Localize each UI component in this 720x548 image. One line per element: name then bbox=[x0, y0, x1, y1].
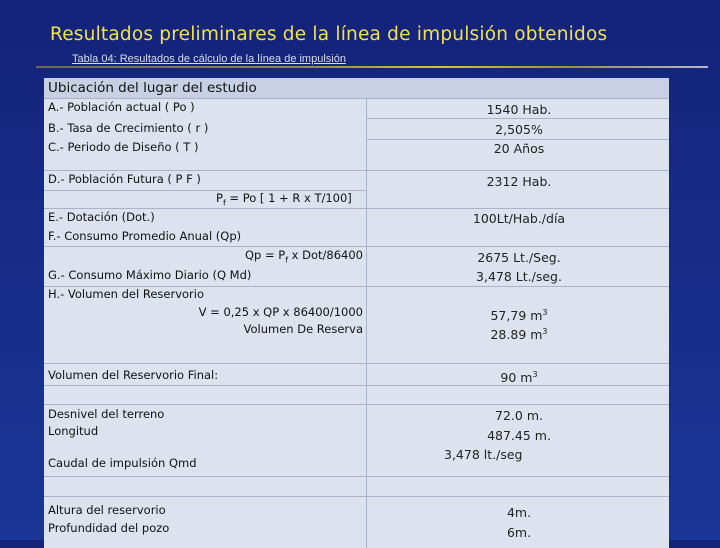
row-divider bbox=[44, 476, 669, 477]
value-profundidad-pozo: 6m. bbox=[506, 525, 532, 540]
value-tasa-crecimiento: 2,505% bbox=[495, 122, 543, 137]
label-volumen-reservorio: H.- Volumen del Reservorio bbox=[48, 287, 204, 301]
row-divider bbox=[44, 363, 669, 364]
label-poblacion-futura: D.- Población Futura ( P F ) bbox=[48, 172, 201, 186]
row-divider bbox=[44, 496, 669, 497]
label-consumo-promedio: F.- Consumo Promedio Anual (Qp) bbox=[48, 229, 242, 243]
value-consumo-maximo: 3,478 Lt./seg. bbox=[476, 269, 562, 284]
value-volumen-final: 90 $m^3$ bbox=[500, 370, 538, 386]
label-periodo-diseno: C.- Periodo de Diseño ( T ) bbox=[48, 140, 199, 154]
value-periodo-diseno: 20 Años bbox=[493, 141, 545, 156]
value-poblacion-futura: 2312 Hab. bbox=[486, 174, 552, 189]
table-header-text: Ubicación del lugar del estudio bbox=[48, 80, 257, 96]
value-longitud: 487.45 m. bbox=[487, 428, 551, 443]
value-dotacion: 100Lt/Hab./día bbox=[472, 211, 566, 226]
caption-underline bbox=[36, 66, 708, 68]
value-poblacion-actual: 1540 Hab. bbox=[486, 102, 552, 117]
label-profundidad-pozo: Profundidad del pozo bbox=[48, 521, 170, 535]
row-divider bbox=[44, 208, 669, 209]
label-tasa-crecimiento: B.- Tasa de Crecimiento ( r ) bbox=[48, 121, 209, 135]
label-consumo-maximo: G.- Consumo Máximo Diario (Q Md) bbox=[48, 268, 252, 282]
label-volumen-final: Volumen del Reservorio Final: bbox=[48, 368, 219, 382]
value-volumen-reserva: 28.89 $m^3$ bbox=[490, 327, 548, 343]
formula-pf: $P_f = Po$ [ 1 + R x T/100] bbox=[216, 191, 352, 208]
row-divider bbox=[366, 139, 669, 140]
row-divider bbox=[44, 246, 669, 247]
row-divider bbox=[44, 170, 669, 171]
value-consumo-promedio: 2675 Lt./Seg. bbox=[477, 250, 561, 265]
label-caudal: Caudal de impulsión Qmd bbox=[48, 456, 197, 470]
label-poblacion-actual: A.- Población actual ( Po ) bbox=[48, 100, 195, 114]
formula-volumen: V = 0,25 x QP x 86400/1000 bbox=[198, 305, 363, 319]
formula-qp: $Qp = P_f$ x Dot/86400 bbox=[244, 248, 363, 265]
table-caption: Tabla 04: Resultados de cálculo de la línea de impulsión bbox=[72, 53, 346, 65]
table-header bbox=[44, 78, 669, 99]
column-divider bbox=[366, 98, 367, 548]
label-longitud: Longitud bbox=[48, 424, 99, 438]
results-table bbox=[44, 78, 669, 548]
label-altura-reservorio: Altura del reservorio bbox=[48, 503, 166, 517]
slide-title: Resultados preliminares de la línea de impulsión obtenidos bbox=[50, 24, 608, 45]
value-altura-reservorio: 4m. bbox=[506, 505, 532, 520]
row-divider bbox=[44, 404, 669, 405]
label-volumen-reserva: Volumen De Reserva bbox=[243, 322, 363, 336]
value-desnivel: 72.0 m. bbox=[495, 408, 543, 423]
row-divider bbox=[366, 118, 669, 119]
value-caudal: 3,478 lt./seg bbox=[444, 447, 523, 462]
label-dotacion: E.- Dotación (Dot.) bbox=[48, 210, 155, 224]
label-desnivel: Desnivel del terreno bbox=[48, 407, 165, 421]
value-volumen-reservorio: 57,79 $m^3$ bbox=[490, 308, 548, 324]
